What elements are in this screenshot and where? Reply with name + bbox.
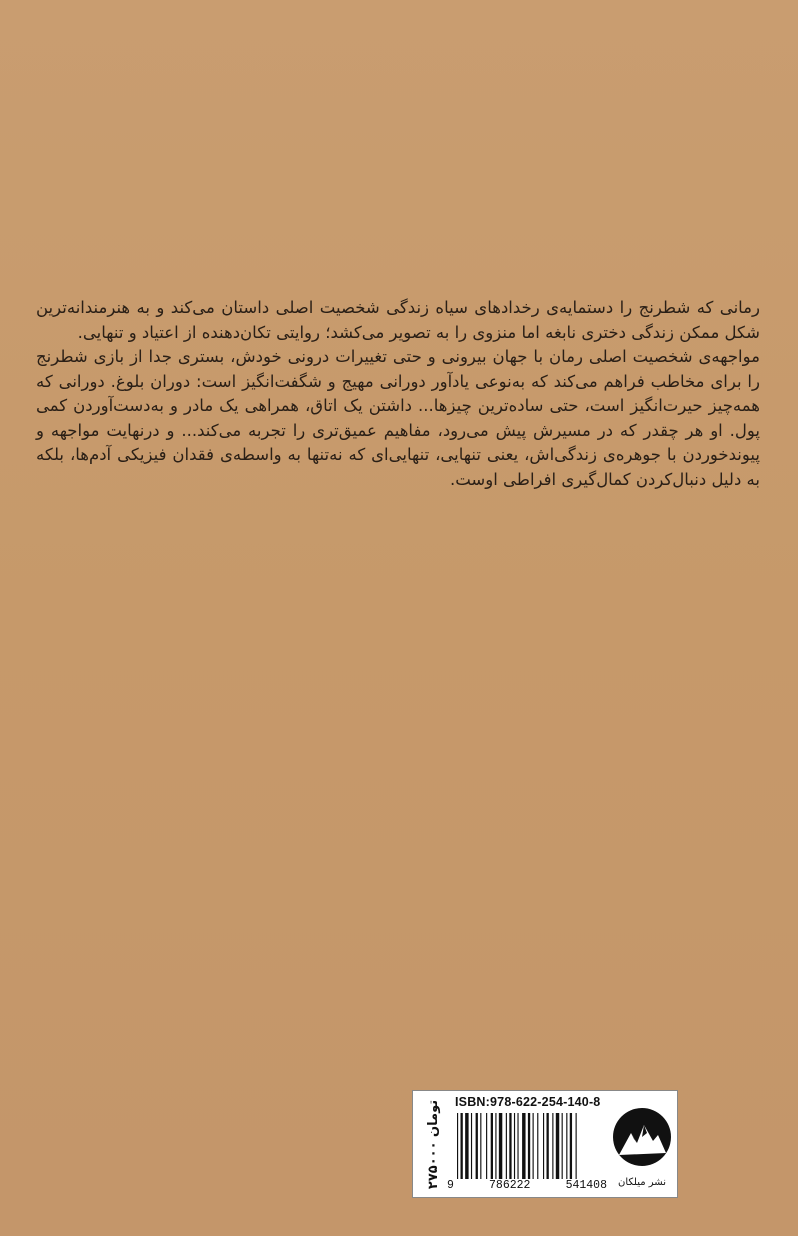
barcode-bar [514, 1113, 515, 1179]
barcode-bar [486, 1113, 487, 1179]
blurb-text [36, 296, 760, 492]
isbn-text: ISBN:978-622-254-140-8 [455, 1095, 601, 1109]
barcode-bar [517, 1113, 518, 1179]
barcode-bar [457, 1113, 458, 1179]
barcode-bar [506, 1113, 507, 1179]
barcode-bar [562, 1113, 563, 1179]
blurb-paragraph-1: رمانی که شطرنج را دستمایه‌ی رخدادهای سیاه زندگی شخصیت اصلی داستان می‌کند و به هنرمندانه‌ترین شکل ممکن زندگی دختری نابغه اما منزوی را به تصویر می‌کشد؛ روایتی تکان‌دهنده از اعتیاد و تنهایی. [36, 298, 760, 342]
barcode-digits-right: 541408 [565, 1179, 607, 1192]
blurb-paragraph-2: مواجهه‌ی شخصیت اصلی رمان با جهان بیرونی و حتی تغییرات درونی خودش، بستری جدا از بازی شطرنج را برای مخاطب فراهم می‌کند که به‌نوعی یادآور دورانی مهیج و شگفت‌انگیز است: دوران بلوغ. دورانی که همه‌چیز حیرت‌انگیز است، حتی ساده‌ترین چیزها... داشتن یک اتاق، همراهی یک مادر و به‌دست‌آوردن کمی پول. او هر چقدر که در مسیرش پیش می‌رود، مفاهیم عمیق‌تری را تجربه می‌کند... و درنهایت مواجهه و پیوندخوردن با جوهره‌ی زندگی‌اش، یعنی تنهایی، تنهایی‌ای که نه‌تنها به واسطه‌ی فقدان فیزیکی آدم‌ها، بلکه به دلیل دنبال‌کردن کمال‌گیری افراطی اوست. [36, 347, 760, 489]
barcode-digits [447, 1179, 607, 1192]
barcode-bar [499, 1113, 502, 1179]
barcode-digits-left: 786222 [489, 1179, 531, 1192]
barcode-bar [570, 1113, 572, 1179]
barcode-bar [491, 1113, 493, 1179]
barcode-bar [509, 1113, 511, 1179]
barcode-bar [471, 1113, 472, 1179]
price-text: ۲۷۵۰۰۰ تومان [426, 1099, 442, 1189]
barcode-bars [457, 1113, 605, 1179]
barcode-bar [461, 1113, 463, 1179]
barcode-bar [543, 1113, 544, 1179]
publisher-name: نشر میلکان [618, 1177, 666, 1188]
barcode-bar [566, 1113, 567, 1179]
barcode-bar [537, 1113, 538, 1179]
barcode-bar [476, 1113, 478, 1179]
barcode-bar [547, 1113, 549, 1179]
barcode-bar [552, 1113, 553, 1179]
barcode-bar [480, 1113, 481, 1179]
barcode-bar [576, 1113, 577, 1179]
barcode-bar [495, 1113, 496, 1179]
barcode-bar [465, 1113, 468, 1179]
barcode-bar [556, 1113, 559, 1179]
barcode-panel [412, 1090, 678, 1198]
barcode-bar [522, 1113, 525, 1179]
barcode-bar [528, 1113, 530, 1179]
price-label [417, 1095, 451, 1193]
barcode-bar [533, 1113, 534, 1179]
barcode-digit-lead: 9 [447, 1179, 454, 1192]
